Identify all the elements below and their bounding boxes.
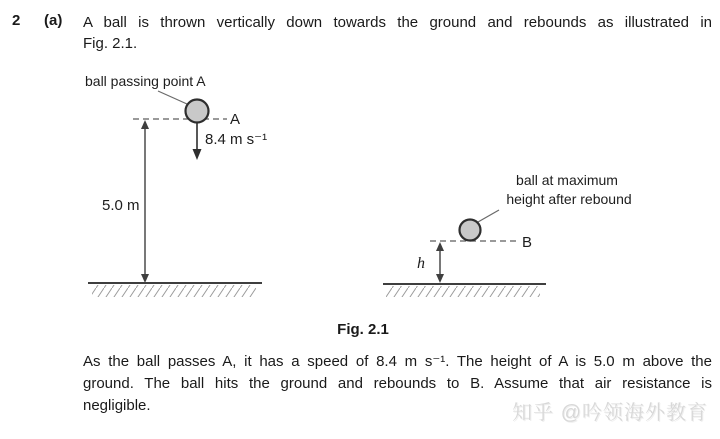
velocity-arrow-icon	[193, 123, 202, 160]
point-b-label: B	[522, 234, 533, 251]
point-a-label: A	[230, 111, 241, 128]
left-figure	[85, 73, 267, 297]
ball-icon	[186, 100, 209, 123]
right-figure	[383, 172, 632, 297]
left-pointer-line	[158, 91, 187, 104]
height-arrow-left-icon	[141, 120, 149, 283]
body-line-2: ground. The ball hits the ground and rebounds to B. Assume that air resistance is	[83, 375, 712, 392]
question-part-label: (a)	[44, 12, 63, 29]
body-line-1: As the ball passes A, it has a speed of 8.4 m s⁻¹. The height of A is 5.0 m above the	[83, 353, 712, 370]
ground-hatch-left	[92, 285, 256, 297]
right-ball-label-line1: ball at maximum	[516, 172, 618, 188]
figure-diagram	[0, 60, 720, 310]
question-number: 2	[12, 12, 21, 29]
question-intro	[83, 12, 712, 54]
right-pointer-line	[478, 210, 499, 222]
intro-line-1: A ball is thrown vertically down towards the ground and rebounds as illustrated in	[83, 14, 712, 31]
ground-hatch-right	[386, 286, 540, 297]
zhihu-watermark: 知乎 @吟领海外教育	[512, 402, 708, 424]
height-h-label: h	[417, 255, 425, 272]
ball-icon	[460, 220, 481, 241]
intro-line-2: Fig. 2.1.	[83, 35, 138, 52]
speed-value-label: 8.4 m s⁻¹	[205, 131, 268, 148]
left-ball-label: ball passing point A	[85, 73, 206, 89]
height-value-label: 5.0 m	[102, 197, 140, 214]
height-arrow-right-icon	[436, 242, 444, 283]
body-line-3: negligible.	[83, 397, 151, 414]
right-ball-label-line2: height after rebound	[506, 191, 632, 207]
figure-caption: Fig. 2.1	[337, 321, 389, 338]
